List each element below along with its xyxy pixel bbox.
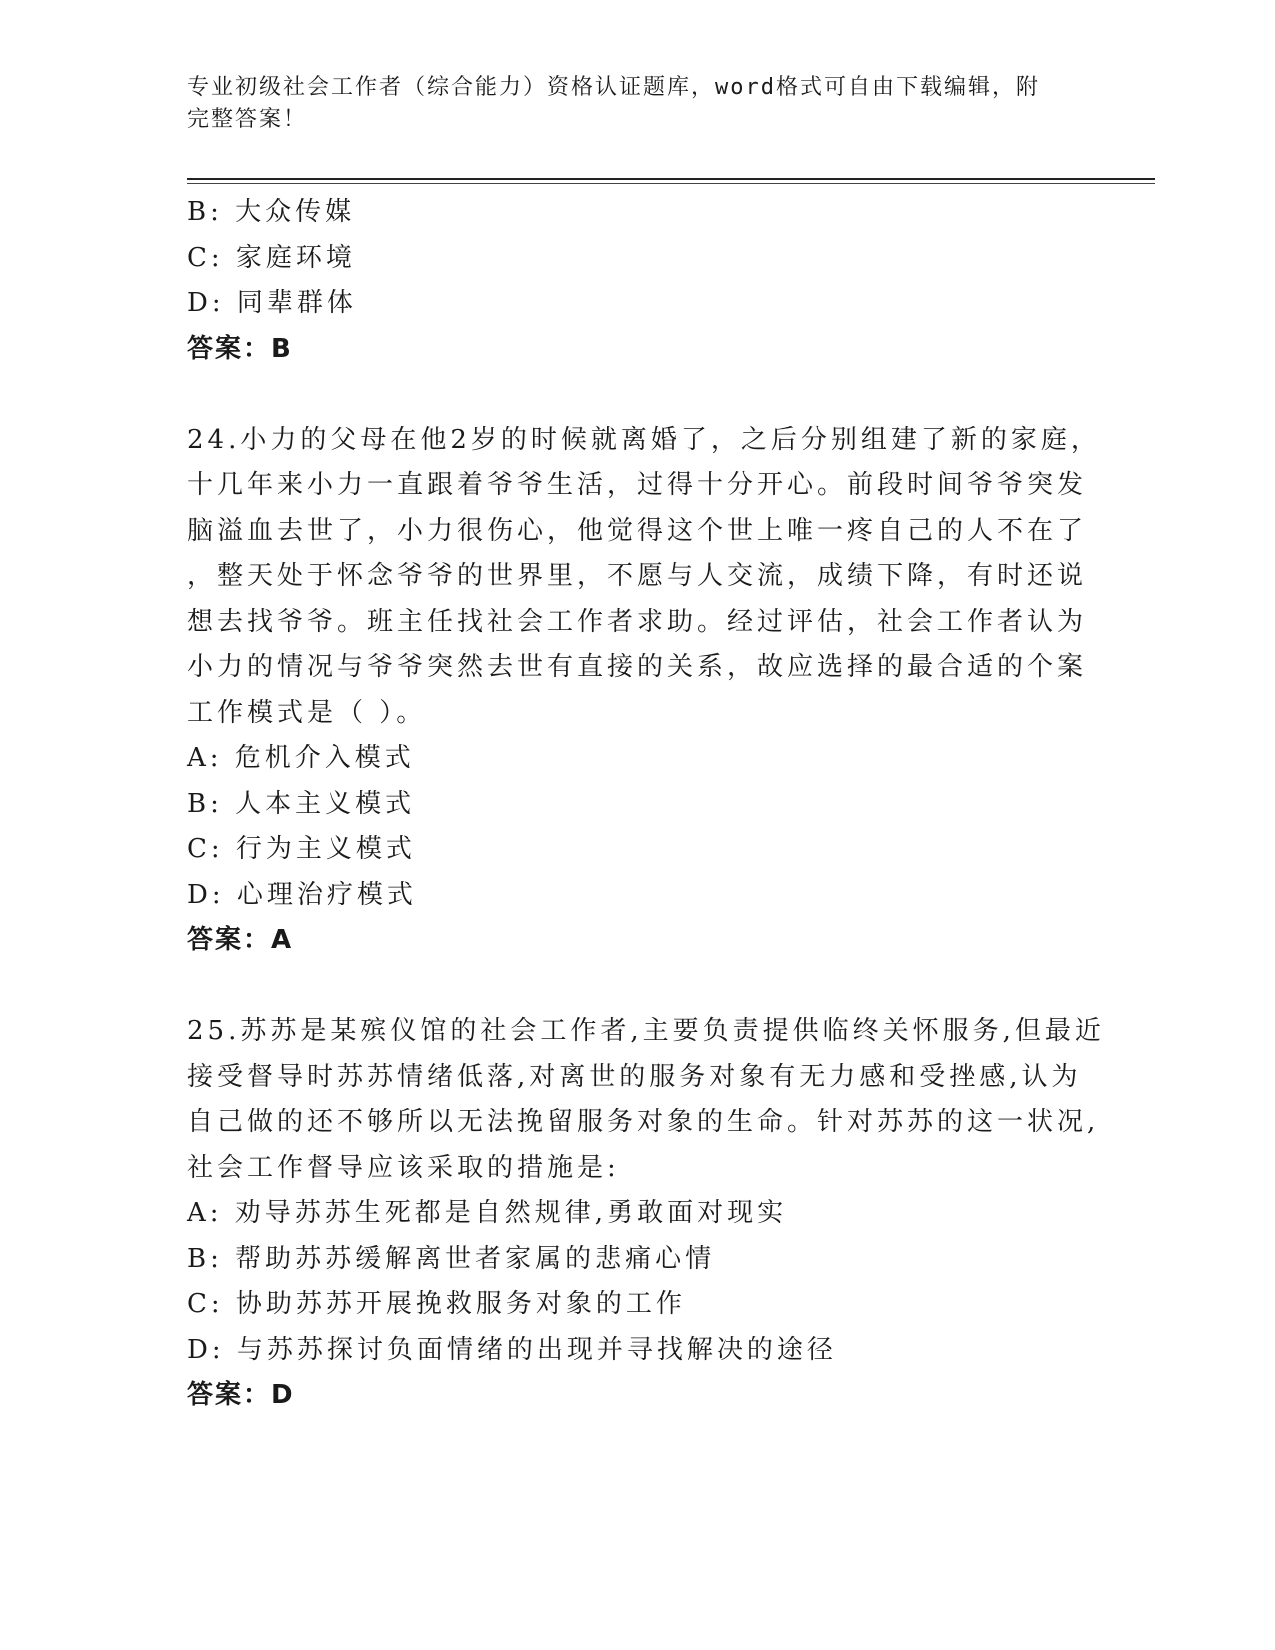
option-d: D: 心理治疗模式 bbox=[187, 879, 417, 910]
answer-label: 答案：B bbox=[187, 333, 293, 364]
question-stem-line: ，整天处于怀念爷爷的世界里，不愿与人交流，成绩下降，有时还说 bbox=[187, 561, 1088, 591]
question-stem-line: 接受督导时苏苏情绪低落,对离世的服务对象有无力感和受挫感,认为 bbox=[187, 1061, 1082, 1092]
question-stem-line: 十几年来小力一直跟着爷爷生活，过得十分开心。前段时间爷爷突发 bbox=[187, 470, 1088, 500]
header-divider-thin bbox=[187, 183, 1155, 184]
prev-question bbox=[187, 190, 1087, 372]
option-c: C: 行为主义模式 bbox=[187, 834, 416, 864]
answer-label: 答案：D bbox=[187, 1380, 295, 1410]
question-stem-line: 25.苏苏是某殡仪馆的社会工作者,主要负责提供临终关怀服务,但最近 bbox=[187, 1016, 1105, 1046]
answer-label: 答案：A bbox=[187, 925, 294, 955]
question-stem-line: 社会工作督导应该采取的措施是: bbox=[187, 1152, 620, 1183]
question-stem-line: 小力的情况与爷爷突然去世有直接的关系，故应选择的最合适的个案 bbox=[187, 652, 1088, 682]
question-stem-line: 脑溢血去世了，小力很伤心，他觉得这个世上唯一疼自己的人不在了 bbox=[187, 515, 1088, 546]
option-a: A: 危机介入模式 bbox=[187, 743, 415, 773]
header-line-1: 专业初级社会工作者（综合能力）资格认证题库，word格式可自由下载编辑，附 bbox=[187, 75, 1040, 100]
option-a: A: 劝导苏苏生死都是自然规律,勇敢面对现实 bbox=[187, 1198, 788, 1228]
option-d: D: 同辈群体 bbox=[187, 288, 357, 318]
header-line-2: 完整答案！ bbox=[187, 107, 308, 132]
question-stem-line: 自己做的还不够所以无法挽留服务对象的生命。针对苏苏的这一状况, bbox=[187, 1107, 1100, 1137]
spacer bbox=[187, 964, 1087, 1010]
spacer bbox=[187, 372, 1087, 418]
header-divider-thick bbox=[187, 178, 1155, 180]
page-header bbox=[187, 72, 1067, 136]
option-d: D: 与苏苏探讨负面情绪的出现并寻找解决的途径 bbox=[187, 1334, 837, 1365]
option-c: C: 协助苏苏开展挽救服务对象的工作 bbox=[187, 1289, 686, 1319]
question-stem-line: 24.小力的父母在他2岁的时候就离婚了，之后分别组建了新的家庭， bbox=[187, 424, 1101, 455]
option-b: B: 人本主义模式 bbox=[187, 788, 416, 819]
option-b: B: 帮助苏苏缓解离世者家属的悲痛心情 bbox=[187, 1243, 716, 1274]
question-stem-line: 工作模式是（ ）。 bbox=[187, 697, 427, 728]
option-c: C: 家庭环境 bbox=[187, 242, 356, 273]
question-25 bbox=[187, 1009, 1105, 1419]
question-content bbox=[187, 190, 1105, 1419]
question-stem-line: 想去找爷爷。班主任找社会工作者求助。经过评估，社会工作者认为 bbox=[187, 606, 1088, 637]
question-24 bbox=[187, 418, 1101, 964]
option-b: B: 大众传媒 bbox=[187, 197, 356, 227]
